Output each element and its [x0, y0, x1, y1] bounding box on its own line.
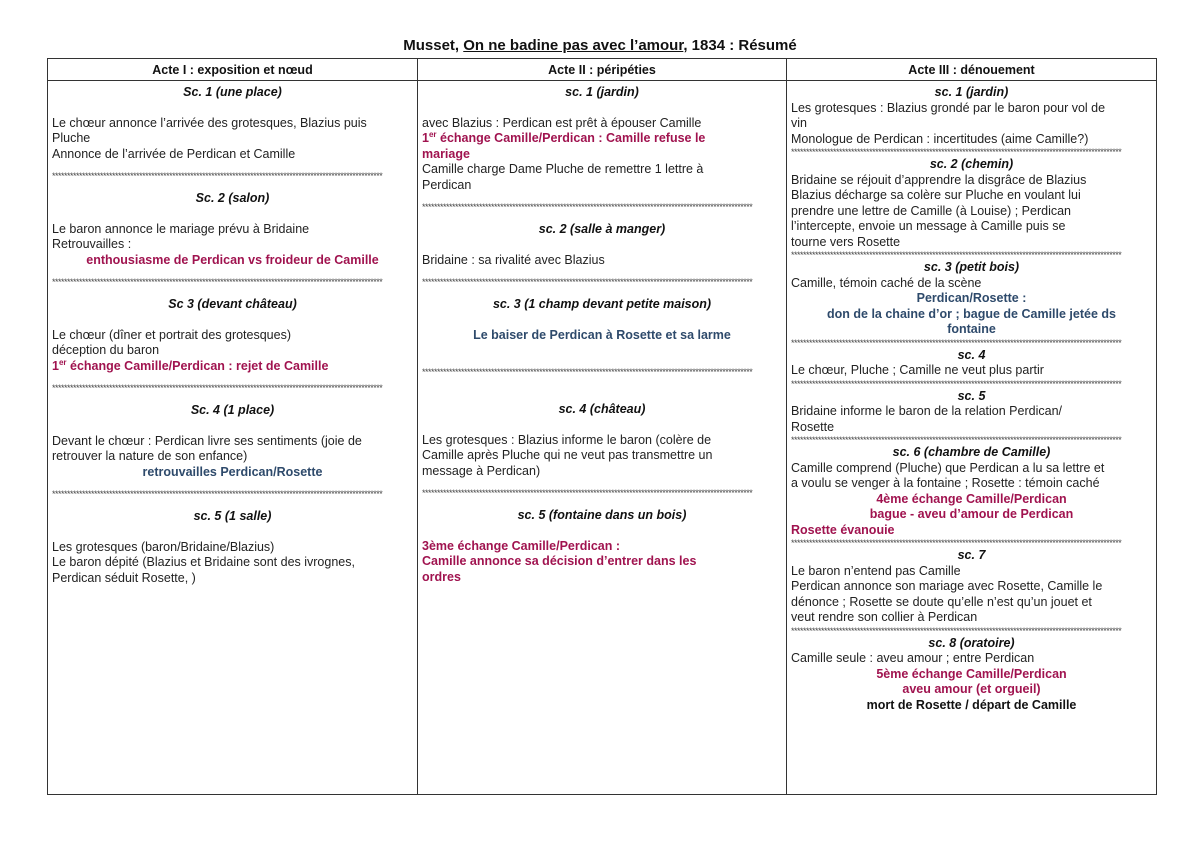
- scene-line: déception du baron: [52, 343, 160, 357]
- scene-line: Annonce de l’arrivée de Perdican et Camille: [52, 146, 296, 161]
- acte-3-column: [787, 81, 1157, 795]
- scene-line: Les grotesques : Blazius informe le baron (colère de: [422, 432, 712, 447]
- separator: **************************************************************************************************************: [791, 625, 1122, 636]
- separator: **************************************************************************************************************: [791, 538, 1122, 548]
- scene-line: Le baron dépité (Blazius et Bridaine sont des ivrognes,: [52, 555, 355, 569]
- highlight-line: 4ème échange Camille/Perdican: [876, 491, 1067, 506]
- scene-line: Pluche: [52, 131, 91, 145]
- scene-title: Sc. 4 (1 place): [190, 403, 275, 417]
- scene-title: sc. 2 (chemin): [929, 157, 1014, 171]
- scene-line: message à Perdican): [422, 463, 541, 478]
- acte-2-scene-1: [422, 81, 782, 193]
- scene-line: tourne vers Rosette: [791, 234, 901, 249]
- scene-line: dénonce ; Rosette se doute qu’elle n’est qu’un jouet et: [791, 594, 1092, 609]
- scene-line: Bridaine se réjouit d’apprendre la disgrâce de Blazius: [791, 172, 1087, 187]
- separator: **************************************************************************************************************: [791, 337, 1122, 348]
- highlight-line: Le baiser de Perdican à Rosette et sa larme: [473, 327, 731, 342]
- acte-1-scene-1: [52, 81, 413, 162]
- scene-line: Le baron annonce le mariage prévu à Bridaine: [52, 221, 310, 236]
- scene-line: retrouver la nature de son enfance): [52, 449, 248, 463]
- separator: **************************************************************************************************************: [422, 202, 753, 212]
- separator: **************************************************************************************************************: [52, 489, 383, 499]
- highlight-line: aveu amour (et orgueil): [902, 682, 1041, 696]
- scene-title: sc. 7: [957, 548, 986, 562]
- scene-line: Le baron n’entend pas Camille: [791, 563, 961, 578]
- scene-line: Rosette: [791, 419, 835, 434]
- scene-title: sc. 4: [957, 347, 986, 362]
- acte-1-scene-4: [52, 403, 413, 480]
- highlight-line: don de la chaine d’or ; bague de Camille jetée ds: [827, 306, 1116, 321]
- separator: **************************************************************************************************************: [791, 250, 1122, 260]
- highlight-line: 3ème échange Camille/Perdican :: [422, 538, 621, 553]
- highlight-line: Rosette évanouie: [791, 522, 895, 537]
- scene-line: Perdican séduit Rosette, ): [52, 570, 196, 585]
- scene-line: Bridaine informe le baron de la relation Perdican/: [791, 404, 1062, 418]
- acte-1-column: [48, 81, 418, 795]
- header-acte-2: Acte II : péripéties: [418, 59, 787, 81]
- highlight-line: fontaine: [947, 322, 996, 336]
- highlight-line: ordres: [422, 569, 461, 584]
- scene-title: sc. 1 (jardin): [565, 85, 639, 99]
- scene-title: Sc 3 (devant château): [168, 297, 297, 311]
- page-title: Musset, On ne badine pas avec l’amour, 1834 : Résumé: [403, 37, 797, 54]
- work-title: On ne badine pas avec l’amour: [463, 37, 684, 54]
- highlight-line: 1er échange Camille/Perdican : rejet de Camille: [52, 357, 329, 373]
- separator: **************************************************************************************************************: [52, 171, 383, 181]
- highlight-line: Perdican/Rosette :: [916, 291, 1027, 305]
- scene-line: Retrouvailles :: [52, 237, 132, 251]
- highlight-line: 1er échange Camille/Perdican : Camille refuse le: [422, 129, 706, 145]
- acte-3-scene-8: [791, 636, 1152, 714]
- header-acte-1: Acte I : exposition et nœud: [48, 59, 418, 81]
- highlight-line: enthousiasme de Perdican vs froideur de Camille: [86, 252, 379, 267]
- scene-title: sc. 5 (1 salle): [193, 509, 272, 523]
- acte-3-scene-7: [791, 548, 1152, 626]
- scene-title: sc. 1 (jardin): [934, 85, 1009, 99]
- scene-line: Perdican: [422, 177, 472, 192]
- scene-title: sc. 2 (salle à manger): [538, 222, 666, 236]
- acte-3-scene-2: [791, 157, 1152, 250]
- acte-3-scene-4: [791, 348, 1152, 379]
- scene-line: Camille après Pluche qui ne veut pas transmettre un: [422, 448, 713, 462]
- acte-1-scene-3: [52, 297, 413, 374]
- highlight-line: 5ème échange Camille/Perdican: [876, 666, 1067, 681]
- separator: **************************************************************************************************************: [422, 277, 753, 287]
- separator: **************************************************************************************************************: [791, 378, 1122, 389]
- acte-1-scene-2: [52, 191, 413, 268]
- acte-2-scene-2: [422, 222, 782, 268]
- acte-1-scene-5: [52, 509, 413, 586]
- scene-line: Blazius décharge sa colère sur Pluche en voulant lui: [791, 188, 1081, 202]
- scene-title: sc. 8 (oratoire): [928, 635, 1015, 650]
- scene-line: Le chœur annonce l’arrivée des grotesques, Blazius puis: [52, 115, 367, 130]
- scene-line: Monologue de Perdican : incertitudes (aime Camille?): [791, 131, 1089, 146]
- separator: **************************************************************************************************************: [422, 367, 753, 377]
- header-row: [48, 59, 1157, 81]
- scene-line: vin: [791, 116, 807, 130]
- summary-table: [47, 58, 1157, 795]
- acte-2-scene-4: [422, 402, 782, 479]
- scene-title: sc. 5: [957, 388, 986, 403]
- separator: **************************************************************************************************************: [52, 383, 383, 393]
- highlight-line: bague - aveu d’amour de Perdican: [869, 507, 1074, 521]
- acte-2-column: [418, 81, 787, 795]
- content-row: [48, 81, 1157, 795]
- scene-title: sc. 6 (chambre de Camille): [892, 445, 1051, 459]
- scene-title: Sc. 2 (salon): [195, 191, 270, 205]
- scene-title: sc. 3 (1 champ devant petite maison): [492, 297, 712, 311]
- scene-line: l’intercepte, envoie un message à Camille puis se: [791, 219, 1066, 233]
- scene-line: Les grotesques (baron/Bridaine/Blazius): [52, 539, 275, 554]
- scene-line: Le chœur, Pluche ; Camille ne veut plus partir: [791, 363, 1044, 377]
- scene-title: sc. 5 (fontaine dans un bois): [517, 508, 687, 522]
- scene-title: sc. 4 (château): [558, 402, 646, 416]
- acte-2-scene-5: [422, 508, 782, 585]
- scene-line: Camille charge Dame Pluche de remettre 1 lettre à: [422, 162, 704, 176]
- acte-3-scene-5: [791, 389, 1152, 436]
- highlight-line: mort de Rosette / départ de Camille: [866, 697, 1077, 712]
- scene-line: veut rendre son collier à Perdican: [791, 610, 978, 624]
- scene-line: Le chœur (dîner et portrait des grotesques): [52, 327, 292, 342]
- highlight-line: retrouvailles Perdican/Rosette: [142, 464, 323, 479]
- highlight-line: mariage: [422, 146, 470, 161]
- scene-title: Sc. 1 (une place): [183, 85, 282, 99]
- highlight-line: Camille annonce sa décision d’entrer dans les: [422, 554, 697, 568]
- scene-line: Bridaine : sa rivalité avec Blazius: [422, 252, 605, 267]
- scene-line: Les grotesques : Blazius grondé par le baron pour vol de: [791, 100, 1106, 115]
- acte-3-scene-3: [791, 260, 1152, 338]
- acte-3-scene-6: [791, 445, 1152, 538]
- scene-line: a voulu se venger à la fontaine ; Rosette : témoin caché: [791, 476, 1100, 490]
- scene-line: Camille, témoin caché de la scène: [791, 275, 982, 290]
- scene-line: Devant le chœur : Perdican livre ses sentiments (joie de: [52, 433, 362, 448]
- separator: **************************************************************************************************************: [791, 147, 1122, 157]
- acte-2-scene-3: [422, 297, 782, 343]
- separator: **************************************************************************************************************: [52, 277, 383, 287]
- separator: **************************************************************************************************************: [422, 488, 753, 498]
- scene-line: avec Blazius : Perdican est prêt à épouser Camille: [422, 115, 702, 130]
- scene-line: prendre une lettre de Camille (à Louise) ; Perdican: [791, 203, 1072, 218]
- scene-title: sc. 3 (petit bois): [923, 260, 1020, 274]
- header-acte-3: Acte III : dénouement: [787, 59, 1157, 81]
- acte-3-scene-1: [791, 81, 1152, 147]
- scene-line: Camille comprend (Pluche) que Perdican a lu sa lettre et: [791, 460, 1105, 475]
- scene-line: Camille seule : aveu amour ; entre Perdican: [791, 651, 1035, 665]
- separator: **************************************************************************************************************: [791, 435, 1122, 445]
- scene-line: Perdican annonce son mariage avec Rosette, Camille le: [791, 579, 1103, 593]
